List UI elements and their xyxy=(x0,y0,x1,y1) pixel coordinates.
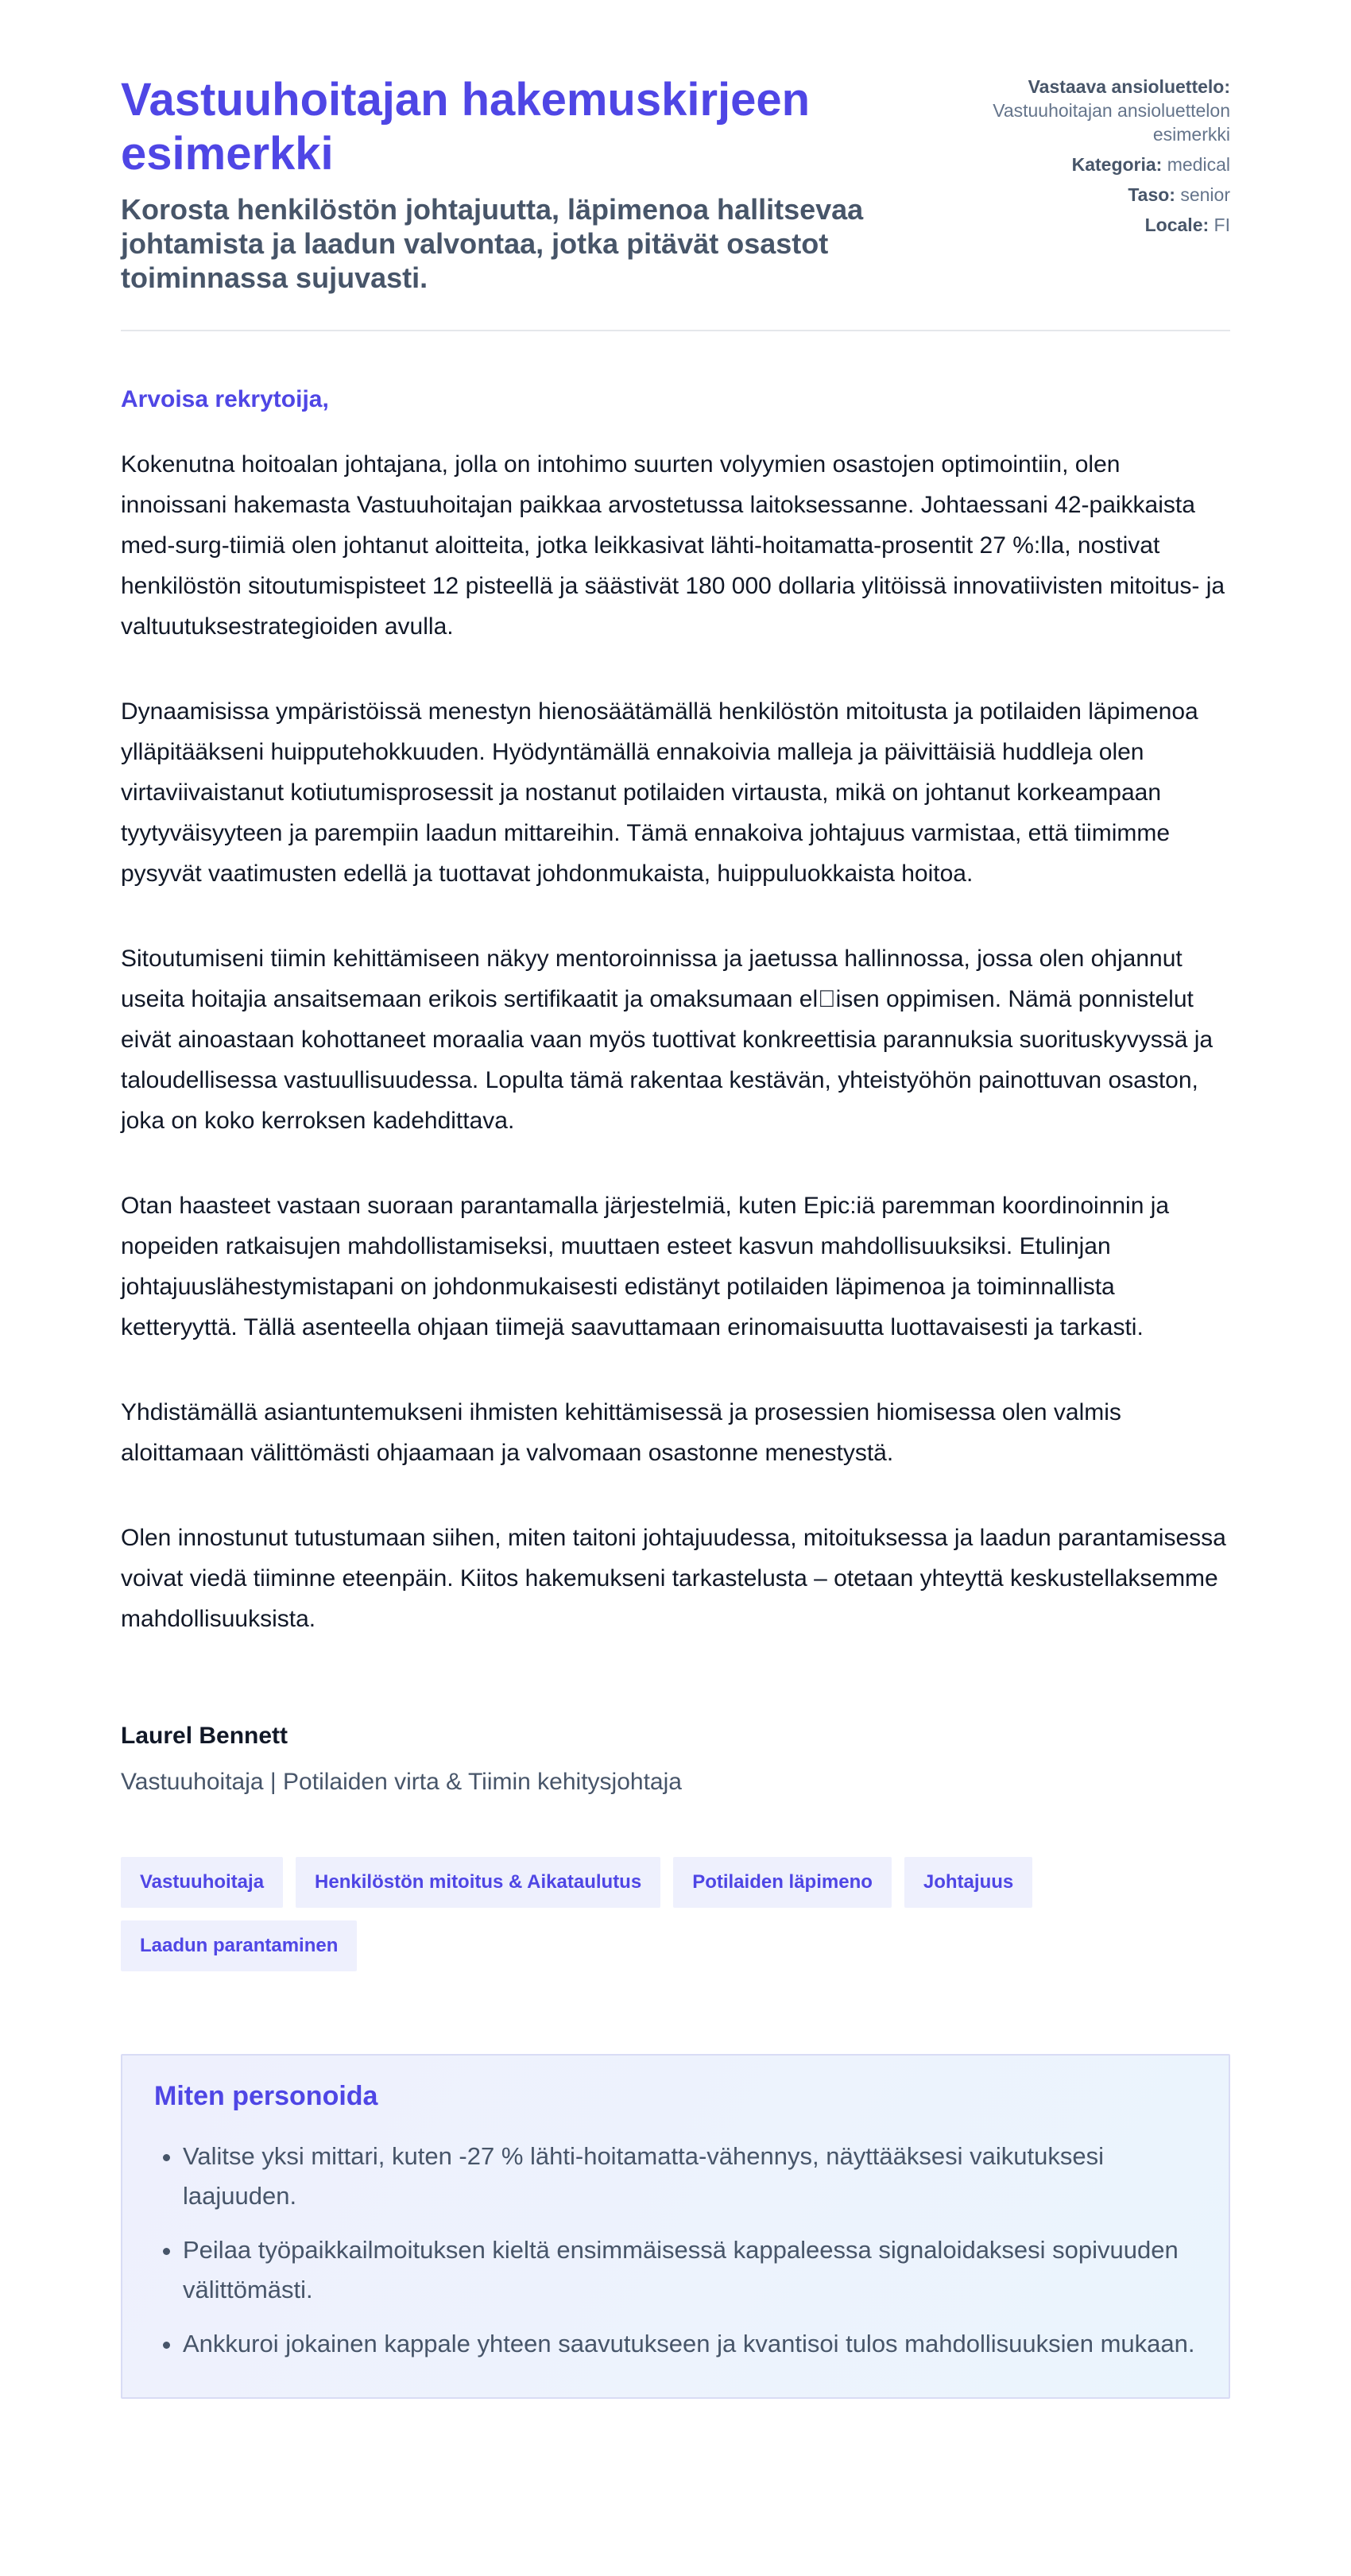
letter-paragraph-5: Yhdistämällä asiantuntemukseni ihmisten kehittämisessä ja prosessien hiomisessa olen valmis aloittamaan välittömästi ohjaamaan ja valvomaan osastonne menestystä. xyxy=(121,1399,1121,1466)
tips-list-item: • Valitse yksi mittari, kuten -27 % lähti-hoitamatta-vähennys, näyttääksesi vaikutuksesi laajuuden. xyxy=(183,2137,1197,2216)
page-subtitle: Korosta henkilöstön johtajuutta, läpimenoa hallitsevaa johtamista ja laadun valvontaa, jotka pitävät osastot toiminnassa sujuvasti. xyxy=(121,193,864,294)
meta-locale-value: FI xyxy=(1214,215,1230,235)
tips-list xyxy=(154,2137,1197,2364)
meta-locale xyxy=(992,213,1230,237)
title-block xyxy=(121,73,884,295)
meta-related-resume-value: Vastuuhoitajan ansioluettelon esimerkki xyxy=(993,100,1230,145)
page-title: Vastuuhoitajan hakemuskirjeen esimerkki xyxy=(121,74,811,180)
skill-tag: Potilaiden läpimeno xyxy=(673,1857,892,1908)
meta-category-label: Kategoria: xyxy=(1071,154,1163,175)
meta-level-value: senior xyxy=(1180,184,1230,205)
signature-block xyxy=(121,1720,1230,1798)
letter-paragraph-4: Otan haasteet vastaan suoraan parantamalla järjestelmiä, kuten Epic:iä paremman koordinoinnin ja nopeiden ratkaisujen mahdollistamiseksi, muuttaen esteet kasvun mahdollisuuksiksi. Etulinjan johtajuuslähestymistapani on johdonmukaisesti edistänyt potilaiden läpimenoa ja toiminnallista ketteryyttä. Tällä asenteella ohjaan tiimejä saavuttamaan erinomaisuutta luottavaisesti ja tarkasti. xyxy=(121,1193,1170,1340)
meta-category xyxy=(992,153,1230,176)
letter-paragraph-6: Olen innostunut tutustumaan siihen, miten taitoni johtajuudessa, mitoituksessa ja laadun parantamisessa voivat viedä tiiminne eteenpäin. Kiitos hakemukseni tarkastelusta – otetaan yhteyttä keskustellaksemme mahdollisuuksista. xyxy=(121,1525,1226,1632)
skill-tag: Johtajuus xyxy=(904,1857,1032,1908)
letter-paragraph-2: Dynaamisissa ympäristöissä menestyn hienosäätämällä henkilöstön mitoitusta ja potilaiden läpimenoa ylläpitääkseni huipputehokkuuden. Hyödyntämällä ennakoivia malleja ja päivittäisiä huddleja olen virtaviivaistanut kotiutumisprosessit ja nostanut potilaiden virtausta, mikä on johtanut korkeampaan tyytyväisyyteen ja parempiin laadun mittareihin. Tämä ennakoiva johtajuus varmistaa, että tiimimme pysyvät vaatimusten edellä ja tuottavat johdonmukaista, huippuluokkaista hoitoa. xyxy=(121,698,1198,887)
meta-level xyxy=(992,183,1230,207)
document-header xyxy=(121,0,1230,295)
skill-tag: Henkilöstön mitoitus & Aikataulutus xyxy=(296,1857,660,1908)
signature-role: Vastuuhoitaja | Potilaiden virta & Tiimin kehitysjohtaja xyxy=(121,1769,682,1795)
letter-salutation: Arvoisa rekrytoija, xyxy=(121,386,329,412)
meta-level-label: Taso: xyxy=(1128,184,1175,205)
meta-locale-label: Locale: xyxy=(1144,215,1210,235)
header-divider xyxy=(121,330,1230,331)
tips-list-item: • Peilaa työpaikkailmoituksen kieltä ensimmäisessä kappaleessa signaloidaksesi sopivuuden välittömästi. xyxy=(183,2230,1197,2310)
skill-tag: Vastuuhoitaja xyxy=(121,1857,283,1908)
tips-list-item: • Ankkuroi jokainen kappale yhteen saavutukseen ja kvantisoi tulos mahdollisuuksien mukaan. xyxy=(183,2324,1197,2364)
metadata-panel xyxy=(992,73,1230,243)
personalization-tips-box xyxy=(121,2054,1230,2399)
tips-title: Miten personoida xyxy=(154,2081,378,2111)
letter-paragraph-1: Kokenutna hoitoalan johtajana, jolla on intohimo suurten volyymien osastojen optimointiin, olen innoissani hakemasta Vastuuhoitajan paikkaa arvostetussa laitoksessanne. Johtaessani 42-paikkaista med-surg-tiimiä olen johtanut aloitteita, jotka leikkasivat lähti-hoitamatta-prosentit 27 %:lla, nostivat henkilöstön sitoutumispisteet 12 pisteellä ja säästivät 180 000 dollaria ylitöissä innovatiivisten mitoitus- ja valtuutuksestrategioiden avulla. xyxy=(121,451,1225,640)
letter-body xyxy=(121,444,1230,1639)
skill-tags xyxy=(121,1857,1114,1971)
meta-related-resume-label: Vastaava ansioluettelo: xyxy=(1028,76,1230,97)
meta-category-value: medical xyxy=(1167,154,1230,175)
meta-related-resume xyxy=(992,75,1230,146)
signature-name: Laurel Bennett xyxy=(121,1723,288,1749)
skill-tag: Laadun parantaminen xyxy=(121,1920,357,1971)
letter-paragraph-3: Sitoutumiseni tiimin kehittämiseen näkyy mentoroinnissa ja jaetussa hallinnossa, jossa olen ohjannut useita hoitajia ansaitsemaan erikois sertifikaatit ja omaksumaan el isen oppimisen. Nämä ponnistelut eivät ainoastaan kohottaneet moraalia vaan myös tuottivat konkreettisia parannuksia suorituskyvyssä ja taloudellisessa vastuullisuudessa. Lopulta tämä rakentaa kestävän, yhteistyöhön painottuvan osaston, joka on koko kerroksen kadehdittava. xyxy=(121,946,1214,1134)
